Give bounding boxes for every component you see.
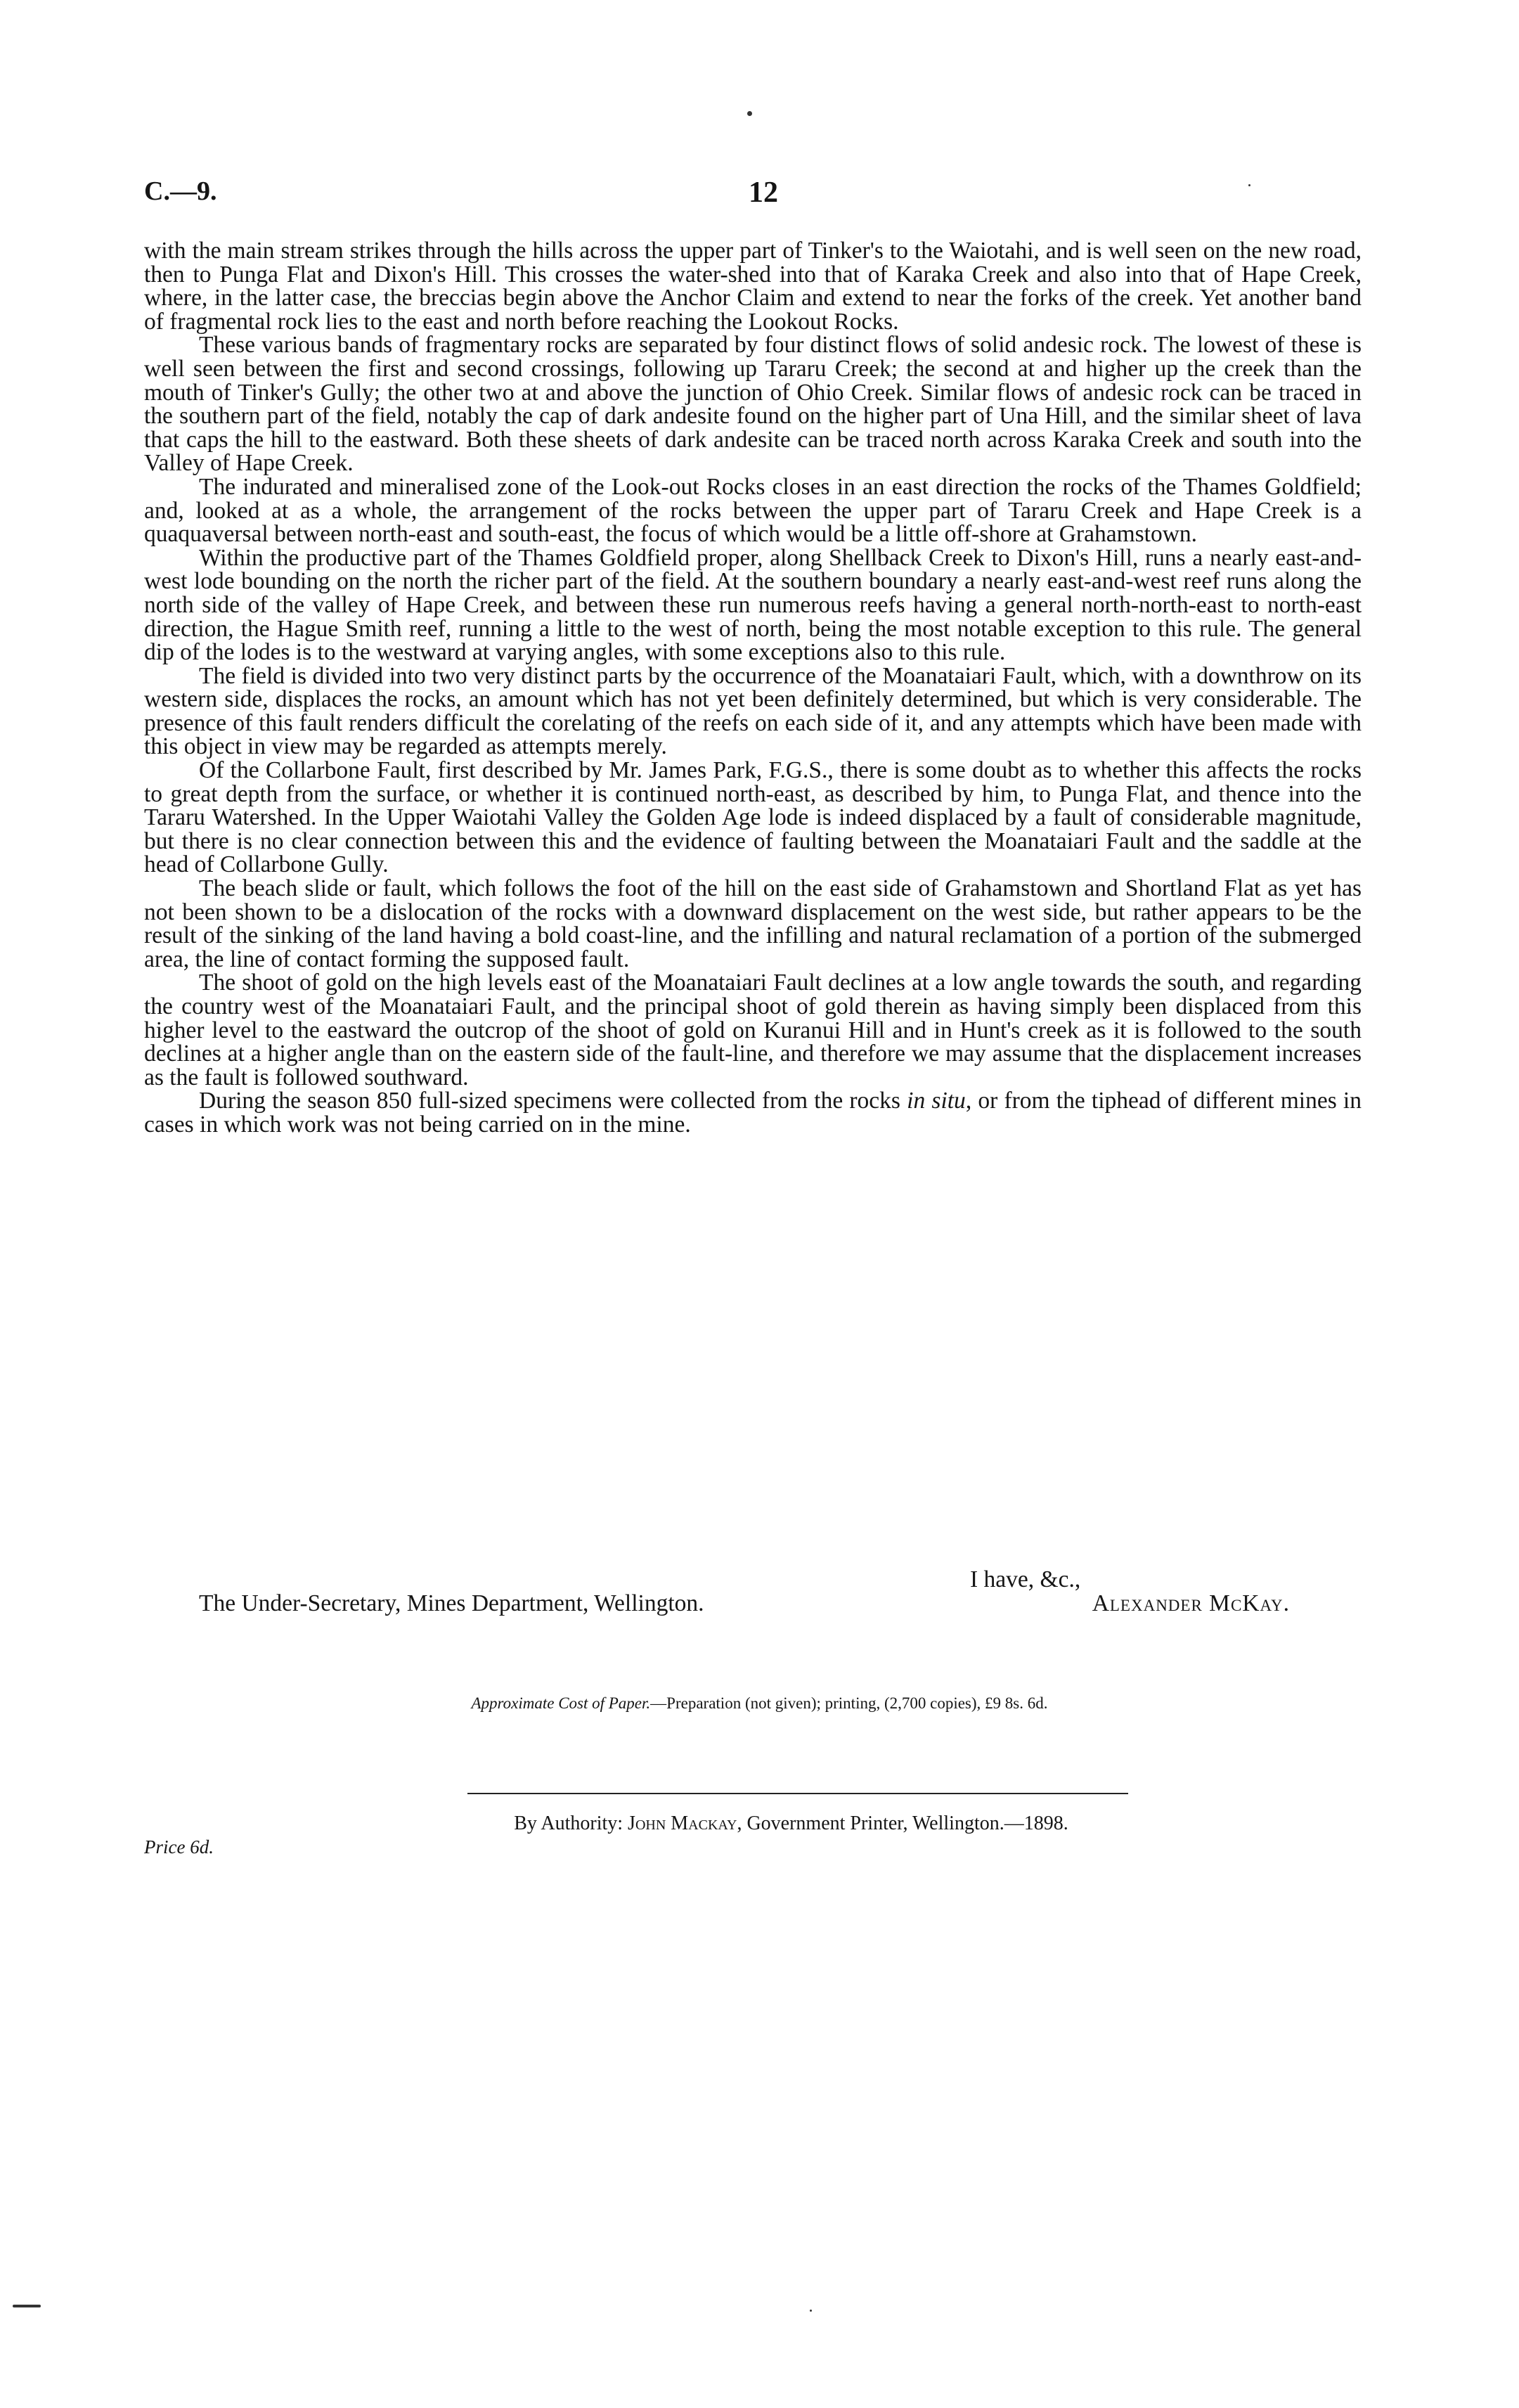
page-number: 12 (749, 176, 778, 209)
paragraph: with the main stream strikes through the hills across the upper part of Tinker's to the Waiotahi, and is well seen on the new road, then to Punga Flat and Dixon's Hill. This crosses the water-shed into that of Karaka Creek and also into that of Hape Creek, where, in the latter case, the breccias begin above the Anchor Claim and extend to near the forks of the creek. Yet another band of fragmental rock lies to the east and north before reaching the Lookout Rocks. (144, 238, 1362, 335)
imprint-printer: John Mackay (628, 1813, 737, 1834)
report-body (144, 239, 1362, 1137)
closing-line (144, 1592, 1367, 1616)
paragraph-final-after: , or from the tiphead of different mines in cases in which work was not being carried on in the mine. (144, 1088, 1362, 1138)
paragraph-final-italic: in situ (907, 1088, 966, 1114)
letter-closing (144, 1568, 1367, 1615)
price-note: Price 6d. (144, 1836, 214, 1857)
paragraph: Within the productive part of the Thames Goldfield proper, along Shellback Creek to Dixon's Hill, runs a nearly east-and-west lode bounding on the north the richer part of the field. At the southern boundary a nearly east-and-west reef runs along the north side of the valley of Hape Creek, and between these run numerous reefs having a general north-north-east to north-east direction, the Hague Smith reef, running a little to the west of north, being the most notable exception to this rule. The general dip of the lodes is to the westward at varying angles, with some exceptions also to this rule. (144, 544, 1362, 666)
salutation: I have, &c., (970, 1566, 1081, 1592)
paragraph-final-before: During the season 850 full-sized specimens were collected from the rocks (199, 1088, 907, 1114)
print-speck (13, 2305, 41, 2307)
paragraph: Of the Collarbone Fault, first described by Mr. James Park, F.G.S., there is some doubt as to whether this affects the rocks to great depth from the surface, or whether it is continued north-east, as described by him, to Punga Flat, and thence into the Tararu Watershed. In the Upper Waiotahi Valley the Golden Age lode is indeed displaced by a fault of considerable magnitude, but there is no clear connection between this and the evidence of faulting between the Moanataiari Fault and the saddle at the head of Collarbone Gully. (144, 757, 1362, 878)
document-reference: C.—9. (144, 176, 217, 206)
horizontal-rule (467, 1793, 1128, 1794)
printer-imprint (0, 1813, 1519, 1835)
imprint-suffix: , Government Printer, Wellington.—1898. (737, 1813, 1068, 1834)
print-speck (747, 111, 752, 116)
paragraph: The shoot of gold on the high levels east of the Moanataiari Fault declines at a low angle towards the south, and regarding the country west of the Moanataiari Fault, and the principal shoot of gold therein as having simply been displaced from this higher level to the eastward the outcrop of the shoot of gold on Kuranui Hill and in Hunt's creek as it is followed to the south declines at a higher angle than on the eastern side of the fault-line, and therefore we may assume that the displacement increases as the fault is followed southward. (144, 970, 1362, 1090)
addressee: The Under-Secretary, Mines Department, Wellington. (199, 1590, 704, 1616)
cost-note-text: —Preparation (not given); printing, (2,700 copies), £9 8s. 6d. (650, 1694, 1048, 1712)
paragraph: These various bands of fragmentary rocks are separated by four distinct flows of solid andesic rock. The lowest of these is well seen between the first and second crossings, following up Tararu Creek; the second at and higher up the creek than the mouth of Tinker's Gully; the other two at and above the junction of Ohio Creek. Similar flows of andesic rock can be traced in the southern part of the field, notably the cap of dark andesite found on the higher part of Una Hill, and the similar sheet of lava that caps the hill to the eastward. Both these sheets of dark andesite can be traced north across Karaka Creek and south into the Valley of Hape Creek. (144, 332, 1362, 477)
paragraph-final (144, 1089, 1362, 1136)
paragraph: The field is divided into two very distinct parts by the occurrence of the Moanataiari Fault, which, with a downthrow on its western side, displaces the rocks, an amount which has not yet been definitely determined, but which is very considerable. The presence of this fault renders difficult the corelating of the reefs on each side of it, and any attempts which have been made with this object in view may be regarded as attempts merely. (144, 662, 1362, 760)
page-header (144, 176, 1367, 218)
print-speck (810, 2310, 812, 2312)
cost-note-label: Approximate Cost of Paper. (471, 1694, 651, 1712)
paragraph: The indurated and mineralised zone of the Look-out Rocks closes in an east direction the rocks of the Thames Goldfield; and, looked at as a whole, the arrangement of the rocks between the upper part of Tararu Creek and Hape Creek is a quaquaversal between north-east and south-east, the focus of which would be a little off-shore at Grahamstown. (144, 473, 1362, 548)
print-speck (1248, 184, 1250, 186)
paragraph: The beach slide or fault, which follows the foot of the hill on the east side of Grahamstown and Shortland Flat as yet has not been shown to be a dislocation of the rocks with a downward displacement on the west side, but rather appears to be the result of the sinking of the land having a bold coast-line, and the infilling and natural reclamation of a portion of the submerged area, the line of contact forming the supposed fault. (144, 875, 1362, 972)
cost-note (0, 1694, 1519, 1713)
imprint-prefix: By Authority: (514, 1813, 628, 1834)
signatory: Alexander McKay. (1092, 1590, 1290, 1616)
